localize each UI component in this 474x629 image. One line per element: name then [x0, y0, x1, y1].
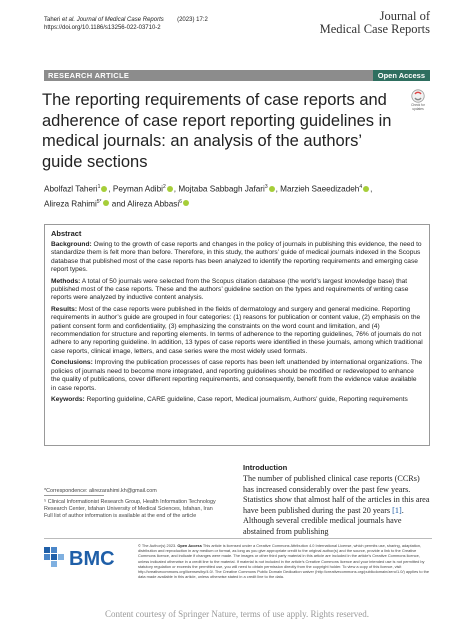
author-name: Marzieh Saeedizadeh: [280, 184, 360, 194]
bmc-logo-graphic: [44, 545, 134, 569]
author-affiliation: 2: [162, 184, 166, 190]
citation-line: [44, 16, 208, 24]
journal-name: [320, 10, 430, 36]
background-text: Owing to the growth of case reports and changes in the policy of journals in publishing this evidence, the need to standardize them is felt more than before. Therefore, in this study, the authors’ guide of medical journals indexed in the Scopus database that published most of the case reports has been analyzed to identify the reporting requirements and emerging case report types.: [51, 241, 422, 274]
license-year: © The Author(s) 2023.: [138, 543, 178, 548]
keywords-label: Keywords:: [51, 395, 85, 403]
orcid-icon[interactable]: [363, 186, 369, 192]
introduction-text: [243, 474, 431, 538]
affiliation-line: ⁵ Clinical Informationist Research Group, Health Information Technology Research Center, Isfahan University of Medical Sciences, Isfahan, Iran: [44, 499, 216, 512]
author-list: Abolfazl Taheri$^1$ , Peyman Adibi$^2$ , Mojtaba Sabbagh Jafari$^3$ , Marzieh Saeedizadeh$^4$ , Alireza Rahimi$^{5*}$ and Alireza Abbasi$^6$: [44, 184, 373, 209]
abstract-keywords: [51, 396, 423, 404]
license-footer: [44, 538, 432, 588]
license-text: [138, 543, 432, 579]
author-affiliation: 6: [179, 198, 182, 205]
orcid-icon[interactable]: [101, 186, 107, 192]
keywords-text: Reporting guideline, CARE guideline, Case report, Medical journalism, Authors’ guide, Reporting requirements: [86, 395, 408, 403]
introduction-heading: Introduction: [243, 463, 288, 472]
intro-text-part1: The number of published clinical case reports (CCRs) has increased considerably over the past few years. Statistics show that almost half of the articles in this area have been published during the past 20 years: [243, 474, 430, 515]
author-affiliation: 1: [97, 184, 101, 190]
article-type-label: RESEARCH ARTICLE: [48, 71, 130, 80]
citation-authors: Taheri: [44, 17, 63, 23]
author-info-note: Full list of author information is available at the end of the article: [44, 513, 197, 519]
abstract-results: [51, 306, 423, 356]
results-text: Most of the case reports were published in the fields of dermatology and surgery and general medicine. Reporting requirements in author’s guide are grouped in four categories: (1) reasons for publication or content value, (2) emphasis on the patient consent form and confidentiality, (3) emphasizing the constraints on the word count and limitation, and (4) recommendation for structure and reporting elements. In terms of adherence to the reporting guidelines, 76% of journals do not adhere to any reporting guideline. In addition, 13 types of case reports were identified in these journals, among which traditional case reports, clinical image, letters, and case series were the most widely used formats.: [51, 305, 423, 355]
bmc-logo-text: BMC: [69, 548, 115, 569]
courtesy-notice: Content courtesy of Springer Nature, terms of use apply. Rights reserved.: [104, 609, 370, 619]
footnote-divider: [44, 495, 104, 496]
abstract-box: [44, 224, 430, 446]
author-name: Peyman Adibi: [112, 184, 163, 194]
author-affiliation: 5*: [96, 198, 102, 205]
doi-link[interactable]: https://doi.org/10.1186/s13256-022-03710-2: [44, 25, 161, 31]
orcid-icon[interactable]: [183, 200, 189, 206]
citation-etal: et al.: [62, 17, 77, 23]
journal-name-line1: Journal of: [379, 9, 430, 23]
citation-header: [44, 16, 208, 32]
introduction-section: [243, 463, 431, 538]
correspondence-line[interactable]: *Correspondence: alirezarahimi.kh@gmail.com: [44, 488, 157, 494]
author-affiliation: 3: [264, 184, 268, 190]
footnotes: [44, 488, 222, 520]
methods-label: Methods:: [51, 277, 81, 285]
conclusions-label: Conclusions:: [51, 359, 93, 367]
author-name: Abolfazl Taheri: [44, 184, 98, 194]
check-updates-line1: Check for: [411, 103, 425, 107]
license-open-access: Open Access: [177, 543, 202, 548]
license-body: This article is licensed under a Creative Commons Attribution 4.0 International License, which permits use, sharing, adaptation, distribution and reproduction in any medium or format, as long as you give appropriate credit to the original author(s) and the source, provide a link to the Creative Commons licence, and indicate if changes were made. The images or other third party material in this article are included in the article’s Creative Commons licence, unless indicated otherwise in a credit line to the material. If material is not included in the article’s Creative Commons licence and your intended use is not permitted by statutory regulation or exceeds the permitted use, you will need to obtain permission directly from the copyright holder. To view a copy of this licence, visit http://creativecommons.org/licenses/by/4.0/. The Creative Commons Public Domain Dedication waiver (http://creativecommons.org/publicdomain/zero/1.0/) applies to the data made available in this article, unless otherwise stated in a credit line to the data.: [138, 543, 429, 580]
abstract-methods: [51, 278, 423, 303]
check-for-updates-button[interactable]: [407, 89, 429, 111]
results-label: Results:: [51, 305, 78, 313]
check-updates-icon: [411, 89, 425, 103]
article-title: The reporting requirements of case reports and adherence of case report reporting guidelines in medical journals: an analysis of the authors’ guide sections: [42, 91, 392, 171]
intro-text-part2: . Although several credible medical journals have abstained from publishing: [243, 505, 404, 536]
journal-name-line2: Medical Case Reports: [319, 22, 430, 36]
methods-text: A total of 50 journals were selected from the Scopus citation database (the world’s largest knowledge base) that published most of the case reports. These and the authors’ guideline section on the types and requirements of writing case reports were analyzed by inductive content analysis.: [51, 277, 409, 302]
bmc-logo[interactable]: [44, 545, 134, 569]
citation-journal: Journal of Medical Case Reports: [76, 17, 164, 23]
open-access-badge: Open Access: [373, 70, 430, 81]
author-name: and Alireza Abbasi: [111, 199, 180, 209]
reference-link[interactable]: [1]: [392, 505, 402, 515]
abstract-background: [51, 241, 423, 275]
article-type-bar: [44, 70, 430, 81]
conclusions-text: Improving the publication processes of case reports has been left unattended by international organizations. The policies of journals need to become more integrated, and reporting guidelines should be modified or redeveloped to enhance the quality of publications, cover different reporting requirements, and consequently, benefit from the evidence value available in case reports.: [51, 359, 423, 392]
abstract-heading: Abstract: [51, 229, 82, 238]
author-name: Mojtaba Sabbagh Jafari: [178, 184, 265, 194]
author-name: Alireza Rahimi: [44, 199, 97, 209]
background-label: Background:: [51, 241, 92, 248]
check-updates-line2: updates: [412, 107, 424, 111]
orcid-icon[interactable]: [269, 186, 275, 192]
citation-volume: (2023) 17:2: [177, 17, 208, 23]
orcid-icon[interactable]: [167, 186, 173, 192]
author-affiliation: 4: [359, 184, 363, 190]
abstract-conclusions: [51, 359, 423, 393]
orcid-icon[interactable]: [103, 200, 109, 206]
